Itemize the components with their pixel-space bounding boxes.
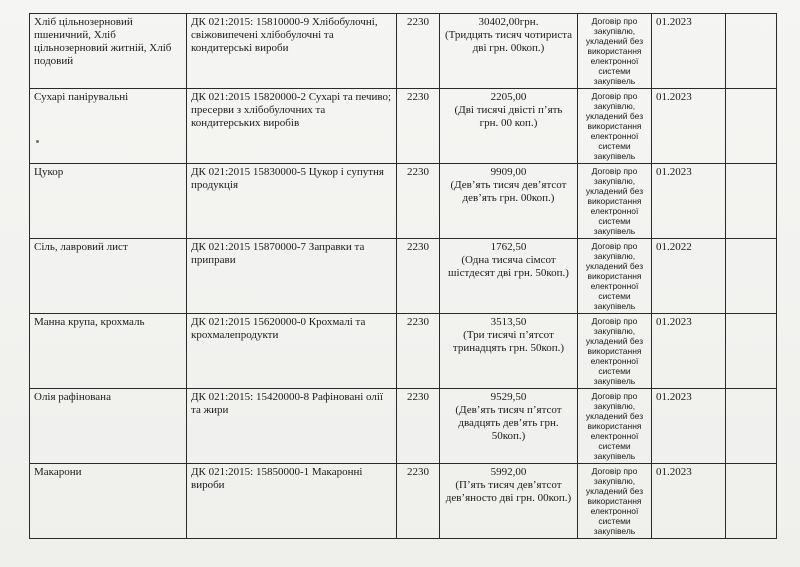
sum-value: 30402,00грн.	[478, 16, 539, 28]
kekv-cell: 2230	[397, 14, 440, 89]
note-cell	[726, 239, 777, 314]
table-row	[30, 314, 777, 389]
kekv-cell: 2230	[397, 164, 440, 239]
note-cell	[726, 14, 777, 89]
sum-cell	[440, 164, 578, 239]
dk-code-cell: ДК 021:2015 15620000-0 Крохмалі та крохмалепродукти	[187, 314, 397, 389]
item-name-cell: Цукор	[30, 164, 187, 239]
sum-cell	[440, 464, 578, 539]
procedure-cell: Договір про закупівлю, укладений без використання електронної системи закупівель	[578, 164, 652, 239]
table-row	[30, 14, 777, 89]
item-name-cell: Манна крупа, крохмаль	[30, 314, 187, 389]
item-name-cell: Сіль, лавровий лист	[30, 239, 187, 314]
note-cell	[726, 164, 777, 239]
date-cell: 01.2023	[652, 14, 726, 89]
table-row	[30, 164, 777, 239]
note-cell	[726, 389, 777, 464]
kekv-cell: 2230	[397, 89, 440, 164]
procurement-table	[29, 13, 777, 539]
date-cell: 01.2023	[652, 464, 726, 539]
kekv-cell: 2230	[397, 314, 440, 389]
date-cell: 01.2023	[652, 89, 726, 164]
date-cell: 01.2023	[652, 389, 726, 464]
sum-value: 9529,50	[490, 391, 527, 403]
note-cell	[726, 464, 777, 539]
note-cell	[726, 89, 777, 164]
sum-value: 1762,50	[490, 241, 527, 253]
sum-value: 2205,00	[490, 91, 527, 103]
table-row	[30, 389, 777, 464]
procedure-cell: Договір про закупівлю, укладений без використання електронної системи закупівель	[578, 464, 652, 539]
sum-value: 9909,00	[490, 166, 527, 178]
dk-code-cell: ДК 021:2015 15830000-5 Цукор і супутня продукція	[187, 164, 397, 239]
procedure-cell: Договір про закупівлю, укладений без використання електронної системи закупівель	[578, 14, 652, 89]
procedure-cell: Договір про закупівлю, укладений без використання електронної системи закупівель	[578, 89, 652, 164]
kekv-cell: 2230	[397, 389, 440, 464]
table-row	[30, 464, 777, 539]
sum-words: (Одна тисяча сімсот шістдесят дві грн. 50коп.)	[448, 254, 569, 279]
dk-code-cell: ДК 021:2015: 15420000-8 Рафіновані олії та жири	[187, 389, 397, 464]
item-name-cell: Макарони	[30, 464, 187, 539]
sum-words: (Дев’ять тисяч п’ятсот двадцять дев’ять грн. 50коп.)	[455, 404, 562, 442]
sum-words: (Три тисячі п’ятсот тринадцять грн. 50коп.)	[452, 329, 565, 354]
date-cell: 01.2023	[652, 314, 726, 389]
dk-code-cell: ДК 021:2015: 15850000-1 Макаронні вироби	[187, 464, 397, 539]
sum-words: (Тридцять тисяч чотириста дві грн. 00коп.)	[444, 29, 573, 54]
procurement-table-body	[30, 14, 777, 539]
sum-cell	[440, 89, 578, 164]
dk-code-cell: ДК 021:2015 15820000-2 Сухарі та печиво; пресерви з хлібобулочних та кондитерських виробів	[187, 89, 397, 164]
sum-cell	[440, 314, 578, 389]
dk-code-cell: ДК 021:2015: 15810000-9 Хлібобулочні, свіжовипечені хлібобулочні та кондитерські вироби	[187, 14, 397, 89]
item-name-cell: Олія рафінована	[30, 389, 187, 464]
sum-cell	[440, 239, 578, 314]
sum-words: (П’ять тисяч дев’ятсот дев’яносто дві грн. 00коп.)	[445, 479, 572, 504]
sum-value: 5992,00	[490, 466, 527, 478]
item-name-cell: Хліб цільнозерновий пшеничний, Хліб цільнозерновий житній, Хліб подовий	[30, 14, 187, 89]
sum-cell	[440, 389, 578, 464]
procedure-cell: Договір про закупівлю, укладений без використання електронної системи закупівель	[578, 239, 652, 314]
note-cell	[726, 314, 777, 389]
table-row	[30, 89, 777, 164]
sum-words: (Дві тисячі двісті п’ять грн. 00 коп.)	[454, 104, 563, 129]
table-row	[30, 239, 777, 314]
scan-speck	[36, 140, 39, 143]
dk-code-cell: ДК 021:2015 15870000-7 Заправки та приправи	[187, 239, 397, 314]
procedure-cell: Договір про закупівлю, укладений без використання електронної системи закупівель	[578, 389, 652, 464]
sum-words: (Дев’ять тисяч дев’ятсот дев’ять грн. 00коп.)	[450, 179, 567, 204]
date-cell: 01.2022	[652, 239, 726, 314]
date-cell: 01.2023	[652, 164, 726, 239]
procedure-cell: Договір про закупівлю, укладений без використання електронної системи закупівель	[578, 314, 652, 389]
kekv-cell: 2230	[397, 239, 440, 314]
sum-cell	[440, 14, 578, 89]
kekv-cell: 2230	[397, 464, 440, 539]
item-name-cell: Сухарі панірувальні	[30, 89, 187, 164]
sum-value: 3513,50	[490, 316, 527, 328]
